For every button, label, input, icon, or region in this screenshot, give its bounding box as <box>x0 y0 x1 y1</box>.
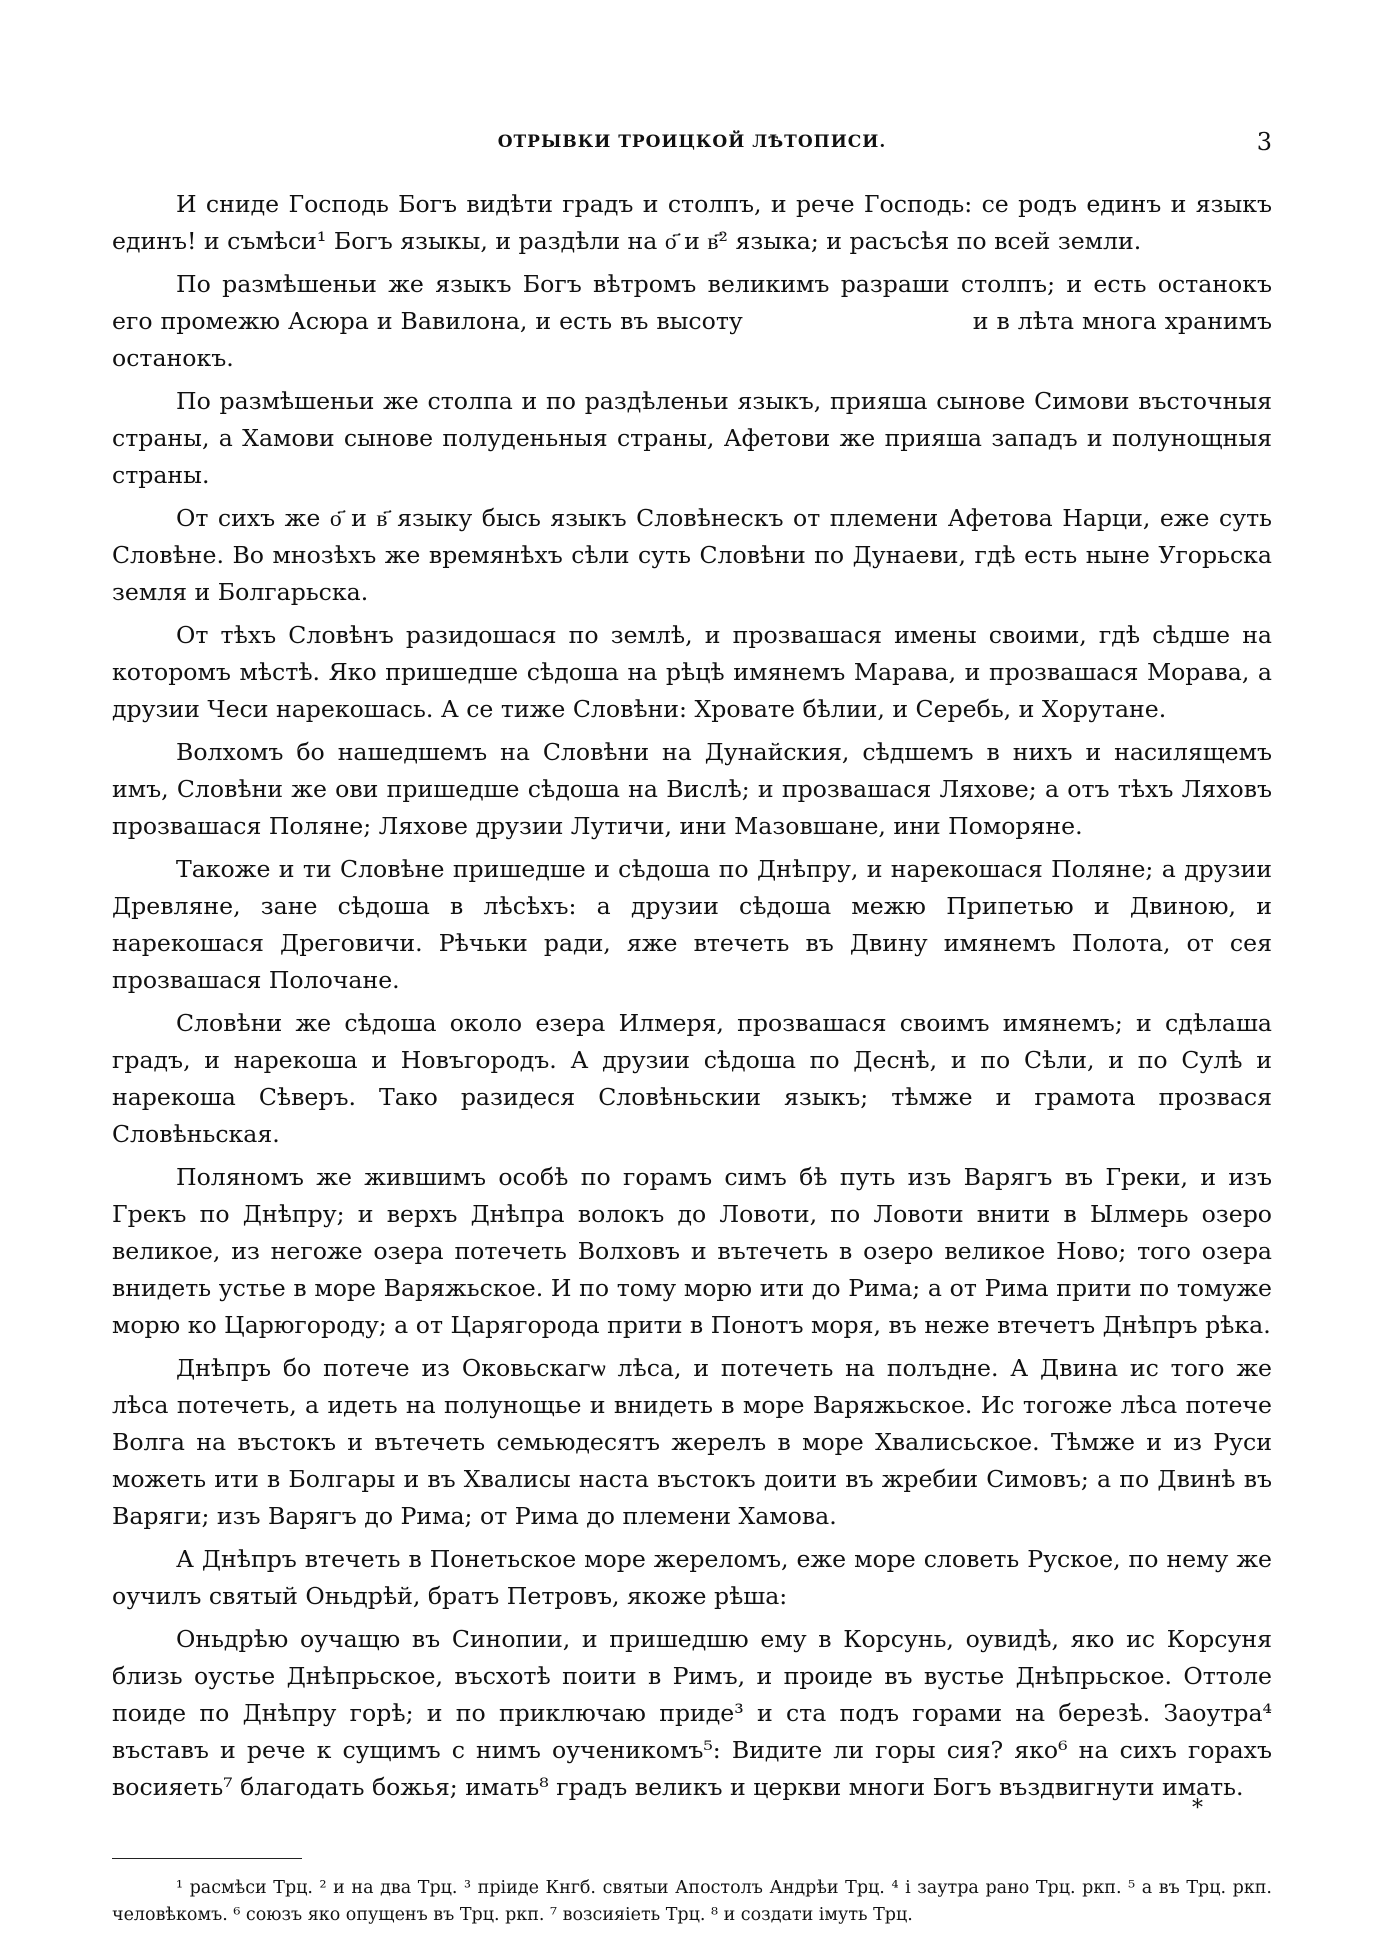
paragraph: Такоже и ти Словѣне пришедше и сѣдоша по Днѣпру, и нарекошася Поляне; а друзии Древляне, зане сѣдоша в лѣсѣхъ: а друзии сѣдоша межю Припетью и Двиною, и нарекошася Дреговичи. Рѣчьки ради, яже втечеть въ Двину имянемъ Полота, от сея прозвашася Полочане. <box>112 855 1272 994</box>
running-title: ОТРЫВКИ ТРОИЦКОЙ ЛѢТОПИСИ. <box>497 132 887 152</box>
paragraph-text: По размѣшеньи же языкъ Богъ вѣтромъ великимъ разраши столпъ; и есть останокъ его промежю Асюра и Вавилона, и есть въ высоту <box>112 270 1272 335</box>
paragraph: Волхомъ бо нашедшемъ на Словѣни на Дунайския, сѣдшемъ в нихъ и насилящемъ имъ, Словѣни же ови пришедше сѣдоша на Вислѣ; и прозвашася Ляхове; а отъ тѣхъ Ляховъ прозвашася Поляне; Ляхове друзии Лутичи, ини Мазовшане, ини Поморяне. <box>112 738 1272 840</box>
paragraph <box>112 266 1272 377</box>
paragraph: Оньдрѣю оучащю въ Синопии, и пришедшю ему в Корсунь, оувидѣ, яко ис Корсуня близь оустье Днѣпрьское, въсхотѣ поити в Римъ, и проиде въ вустье Днѣпрьское. Оттоле поиде по Днѣпру горѣ; и по приключаю приде³ и ста подъ горами на березѣ. Заоутра⁴ въставъ и рече к сущимъ с нимъ оученикомъ⁵: Видите ли горы сия? яко⁶ на сихъ горахъ восияеть⁷ благодать божья; имать⁸ градъ великъ и церкви многи Богъ въздвигнути имать. <box>112 1625 1272 1801</box>
signature-mark: * <box>1192 1796 1203 1821</box>
footnote-rule <box>112 1858 302 1859</box>
running-head <box>112 118 1272 158</box>
paragraph: По размѣшеньи же столпа и по раздѣленьи языкъ, прияша сынове Симови въсточныя страны, а Хамови сынове полуденьныя страны, Афетови же прияша западъ и полунощныя страны. <box>112 387 1272 489</box>
page <box>112 118 1272 1929</box>
paragraph: Днѣпръ бо потече из Оковьскагѡ лѣса, и потечеть на полъдне. А Двина ис того же лѣса потечеть, а идеть на полунощье и внидеть в море Варяжьское. Ис тогоже лѣса потече Волга на въстокъ и вътечеть семьюдесятъ жерелъ в море Хвалисьское. Тѣмже и из Руси можеть ити в Болгары и въ Хвалисы наста въстокъ доити въ жребии Симовъ; а по Двинѣ въ Варяги; изъ Варягъ до Рима; от Рима до племени Хамова. <box>112 1354 1272 1530</box>
page-number: 3 <box>1256 128 1272 156</box>
paragraph-text: и в лѣта многа хранимъ останокъ. <box>112 307 1273 372</box>
footnotes: ¹ расмѣси Трц. ² и на два Трц. ³ пріиде Кнгб. святыи Апостолъ Андрѣи Трц. ⁴ і заутра рано Трц. ркп. ⁵ а въ Трц. ркп. человѣкомъ. ⁶ союзъ яко опущенъ въ Трц. ркп. ⁷ возсияіеть Трц. ⁸ и создати імуть Трц. <box>112 1878 1272 1925</box>
paragraph: И сниде Господь Богъ видѣти градъ и столпъ, и рече Господь: се родъ единъ и языкъ единъ! и съмѣси¹ Богъ языкы, и раздѣли на о҃ и в҃² языка; и расъсѣя по всей земли. <box>112 190 1272 255</box>
paragraph: От тѣхъ Словѣнъ разидошася по землѣ, и прозвашася имены своими, гдѣ сѣдше на которомъ мѣстѣ. Яко пришедше сѣдоша на рѣцѣ имянемъ Марава, и прозвашася Морава, а друзии Чеси нарекошась. А се тиже Словѣни: Хровате бѣлии, и Серебь, и Хорутане. <box>112 621 1272 723</box>
paragraph: Поляномъ же жившимъ особѣ по горамъ симъ бѣ путь изъ Варягъ въ Греки, и изъ Грекъ по Днѣпру; и верхъ Днѣпра волокъ до Ловоти, по Ловоти внити в Ылмерь озеро великое, из негоже озера потечеть Волховъ и вътечеть в озеро великое Ново; того озера внидеть устье в море Варяжьское. И по тому морю ити до Рима; а от Рима прити по томуже морю ко Царюгороду; а от Царягорода прити в Понотъ моря, въ неже втечетъ Днѣпръ рѣка. <box>112 1163 1272 1339</box>
paragraph: Словѣни же сѣдоша около езера Илмеря, прозвашася своимъ имянемъ; и сдѣлаша градъ, и нарекоша и Новъгородъ. А друзии сѣдоша по Деснѣ, и по Сѣли, и по Сулѣ и нарекоша Сѣверъ. Тако разидеся Словѣньскии языкъ; тѣмже и грамота прозвася Словѣньская. <box>112 1009 1272 1148</box>
paragraph: А Днѣпръ втечеть в Понетьское море жереломъ, еже море словеть Руское, по нему же оучилъ святый Оньдрѣй, братъ Петровъ, якоже рѣша: <box>112 1545 1272 1610</box>
paragraph: От сихъ же о҃ и в҃ языку бысь языкъ Словѣнескъ от племени Афетова Нарци, еже суть Словѣне. Во мнозѣхъ же времянѣхъ сѣли суть Словѣни по Дунаеви, гдѣ есть ныне Угорьска земля и Болгарьска. <box>112 504 1272 606</box>
